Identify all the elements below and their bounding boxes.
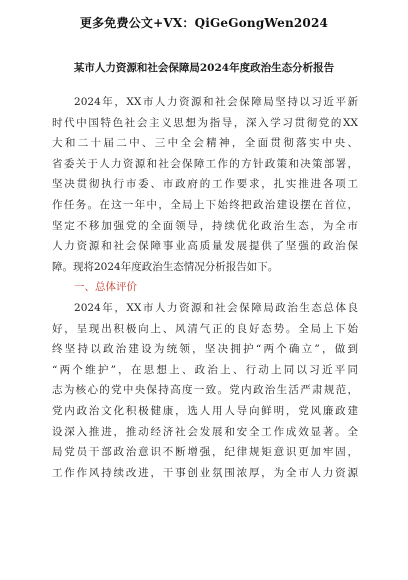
document-title: 某市人力资源和社会保障局2024年度政治生态分析报告 <box>73 62 335 74</box>
paragraph-1-line: 障。现将2024年度政治生态情况分析报告如下。 <box>52 260 279 273</box>
paragraph-1-line: 2024年，XX市人力资源和社会保障局坚持以习近平新 <box>74 96 358 108</box>
document-body <box>52 92 358 483</box>
paragraph-2-line: 局党员干部政治意识不断增强，纪律规矩意识更加牢固， <box>52 446 358 459</box>
paragraph-1-line: 坚决贯彻执行市委、市政府的工作要求，扎实推进各项工 <box>52 178 358 191</box>
paragraph-2-line: 志为核心的党中央保持高度一致。党内政治生活严肃规范， <box>52 384 358 397</box>
paragraph-2-line: 2024年，XX市人力资源和社会保障局政治生态总体良 <box>74 301 358 314</box>
paragraph-2-line: 好，呈现出积极向上、风清气正的良好态势。全局上下始 <box>52 322 358 335</box>
section-heading: 一、总体评价 <box>74 281 138 294</box>
paragraph-1-line: 人力资源和社会保障事业高质量发展提供了坚强的政治保 <box>52 240 358 253</box>
paragraph-2-line: “两个维护”，在思想上、政治上、行动上同以习近平同 <box>52 363 358 376</box>
paragraph-1-line: 作任务。在这一年中，全局上下始终把政治建设摆在首位， <box>52 198 358 211</box>
paragraph-1-line: 大和二十届二中、三中全会精神，全面贯彻落实中央、 <box>52 137 358 150</box>
paragraph-2-line: 党内政治文化积极健康，选人用人导向鲜明，党风廉政建 <box>52 404 358 417</box>
paragraph-1-line: 时代中国特色社会主义思想为指导，深入学习贯彻党的XX <box>52 116 358 129</box>
watermark-header: 更多免费公文+VX：QiGeGongWen2024 <box>79 16 329 30</box>
paragraph-1-line: 省委关于人力资源和社会保障工作的方针政策和决策部署， <box>52 157 358 170</box>
paragraph-1-line: 坚定不移加强党的全面领导，持续优化政治生态，为全市 <box>52 219 358 232</box>
paragraph-2-line: 设深入推进，推动经济社会发展和安全工作成效显著。全 <box>52 425 358 438</box>
paragraph-2-line: 工作作风持续改进，干事创业氛围浓厚，为全市人力资源 <box>52 466 358 479</box>
paragraph-2-line: 终坚持以政治建设为统领，坚决拥护“两个确立”，做到 <box>52 343 358 356</box>
